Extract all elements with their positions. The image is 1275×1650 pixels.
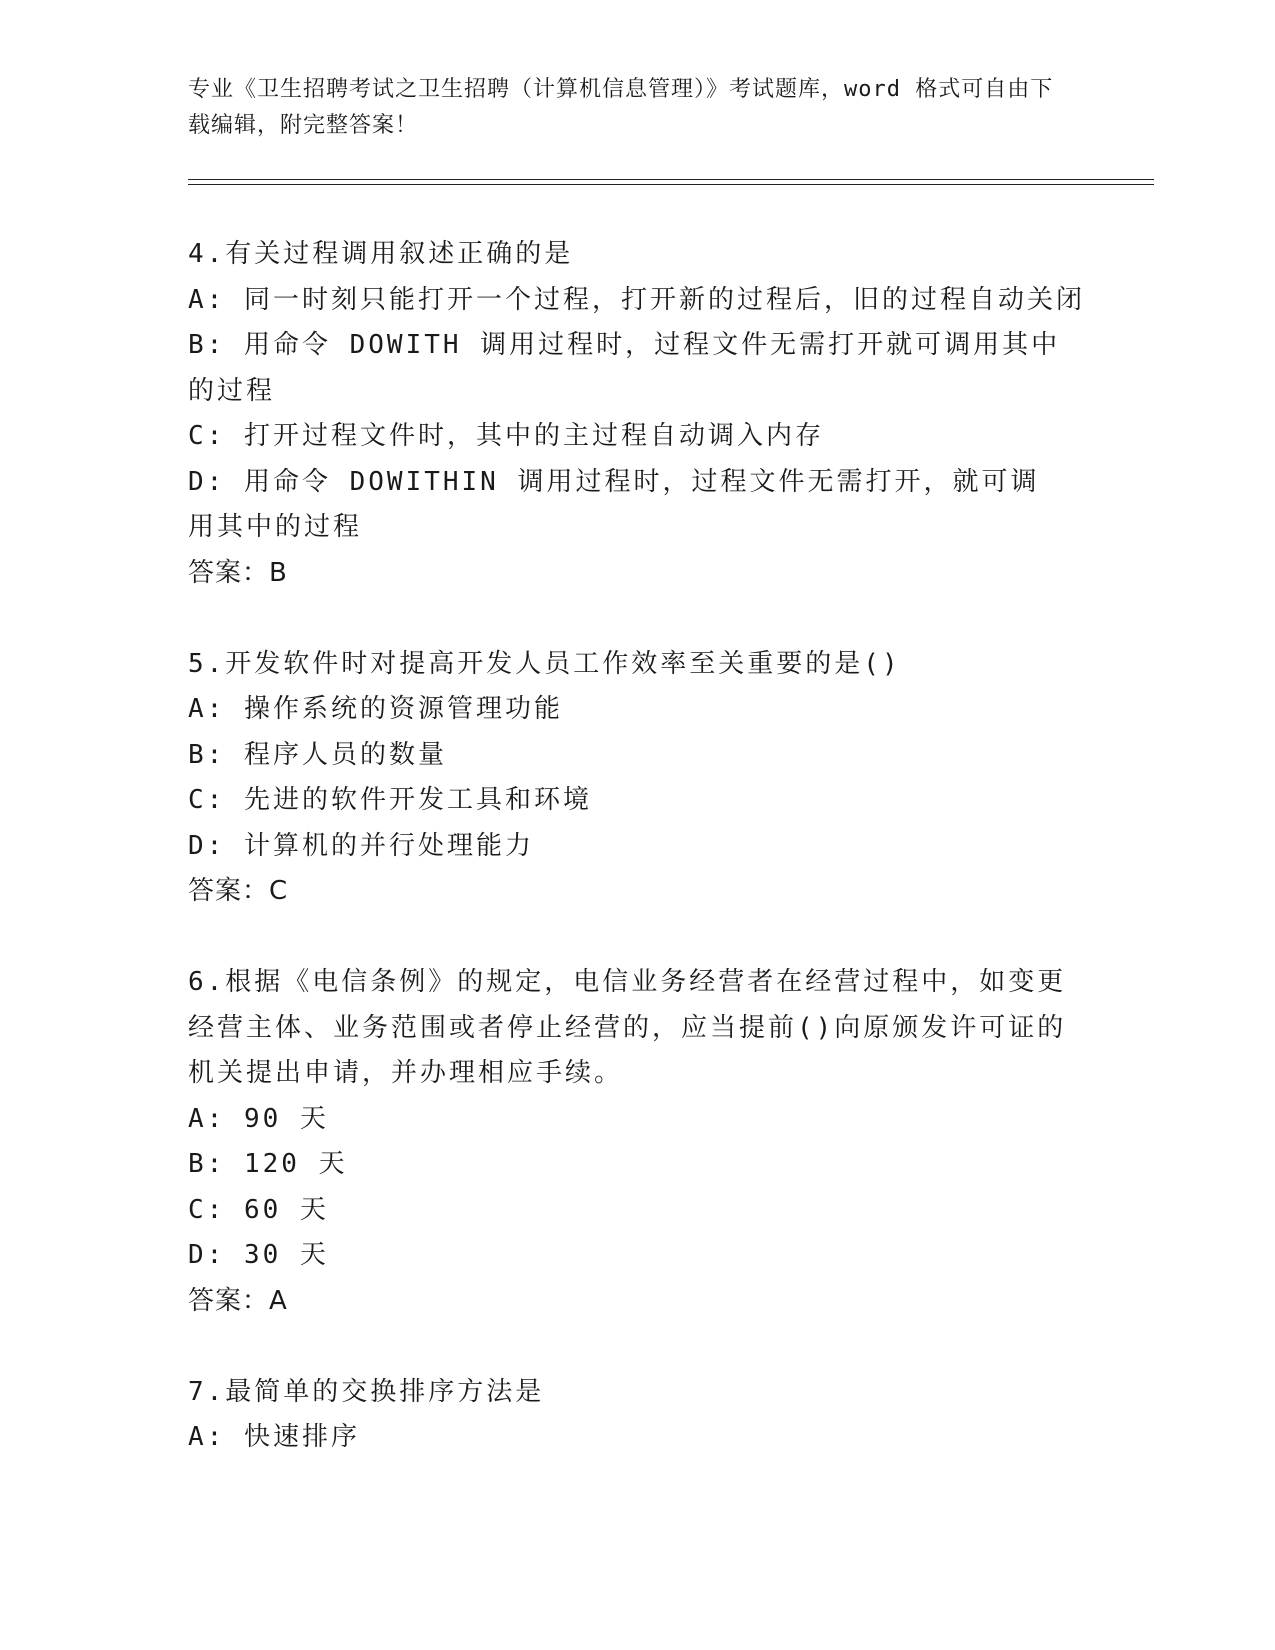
option-c: C: 打开过程文件时，其中的主过程自动调入内存 bbox=[188, 421, 824, 451]
question-stem: 5.开发软件时对提高开发人员工作效率至关重要的是() bbox=[188, 648, 901, 679]
question-6 bbox=[188, 960, 1068, 1324]
question-list bbox=[188, 232, 1085, 1461]
option-a: A: 操作系统的资源管理功能 bbox=[188, 694, 563, 724]
question-7 bbox=[188, 1370, 1068, 1461]
option-b: B: 用命令 DOWITH 调用过程时，过程文件无需打开就可调用其中的过程 bbox=[188, 330, 1061, 406]
option-d: D: 用命令 DOWITHIN 调用过程时，过程文件无需打开，就可调用其中的过程 bbox=[188, 466, 1040, 542]
option-a: A: 同一时刻只能打开一个过程，打开新的过程后，旧的过程自动关闭 bbox=[188, 284, 1085, 315]
option-b: B: 程序人员的数量 bbox=[188, 739, 447, 770]
question-stem: 7.最简单的交换排序方法是 bbox=[188, 1376, 545, 1407]
spacer bbox=[188, 596, 1068, 642]
option-c: C: 先进的软件开发工具和环境 bbox=[188, 785, 592, 815]
header-divider-top bbox=[188, 179, 1154, 180]
question-stem: 4.有关过程调用叙述正确的是 bbox=[188, 239, 574, 269]
option-b: B: 120 天 bbox=[188, 1149, 348, 1179]
question-5 bbox=[188, 642, 1068, 915]
spacer bbox=[188, 1324, 1068, 1370]
question-stem: 6.根据《电信条例》的规定，电信业务经营者在经营过程中，如变更经营主体、业务范围或者停止经营的，应当提前()向原颁发许可证的机关提出申请，并办理相应手续。 bbox=[188, 967, 1067, 1088]
answer: 答案：B bbox=[188, 557, 288, 588]
option-a: A: 90 天 bbox=[188, 1103, 329, 1134]
option-a: A: 快速排序 bbox=[188, 1422, 360, 1452]
option-d: D: 30 天 bbox=[188, 1240, 329, 1270]
option-d: D: 计算机的并行处理能力 bbox=[188, 830, 534, 861]
document-header: 专业《卫生招聘考试之卫生招聘（计算机信息管理）》考试题库，word 格式可自由下载编辑，附完整答案！ bbox=[188, 77, 1054, 138]
option-c: C: 60 天 bbox=[188, 1194, 329, 1225]
answer: 答案：A bbox=[188, 1285, 288, 1316]
answer: 答案：C bbox=[188, 876, 289, 906]
question-4 bbox=[188, 232, 1085, 596]
spacer bbox=[188, 915, 1068, 961]
header-divider-bottom bbox=[188, 184, 1154, 185]
